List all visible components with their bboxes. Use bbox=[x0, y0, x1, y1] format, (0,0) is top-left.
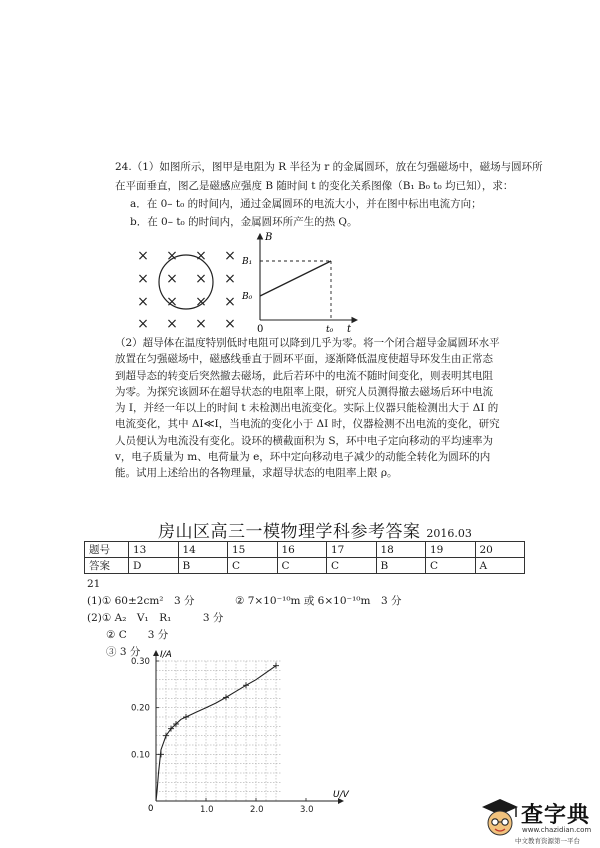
q24-line-2: 在平面垂直，图乙是磁感应强度 B 随时间 t 的变化关系图像（B₁ B₀ t₀ 均已知），求： bbox=[115, 180, 514, 192]
figure-ring-in-field bbox=[130, 240, 240, 330]
row-header-label: 题号 bbox=[85, 542, 129, 558]
b0-label: B₀ bbox=[242, 292, 253, 302]
data-point-marker bbox=[183, 714, 189, 720]
b-axis-label: B bbox=[265, 232, 273, 243]
x-tick-label: 1.0 bbox=[200, 805, 214, 815]
figure-b-t-graph bbox=[235, 228, 365, 338]
answer-table bbox=[84, 541, 525, 574]
table-row-numbers bbox=[85, 542, 525, 558]
question-number: 20 bbox=[475, 542, 525, 558]
field-cross-icon: × bbox=[224, 271, 236, 287]
y-tick-label: 0.20 bbox=[131, 703, 150, 714]
question-number: 14 bbox=[178, 542, 228, 558]
field-cross-icon: × bbox=[166, 248, 178, 264]
i-axis-label: I/A bbox=[160, 650, 172, 660]
question-number: 13 bbox=[129, 542, 179, 558]
q21-line-1a: (1)① 60±2cm² 3 分 bbox=[87, 595, 195, 607]
answer-choice: A bbox=[475, 558, 525, 574]
field-cross-icon: × bbox=[224, 294, 236, 310]
answer-choice: B bbox=[376, 558, 426, 574]
answer-choice: C bbox=[277, 558, 327, 574]
x-tick-label: 3.0 bbox=[300, 805, 314, 815]
q24-part-2: （2）超导体在温度特别低时电阻可以降到几乎为零。将一个闭合超导金属圆环水平放置在匀强磁场中，磁感线垂直于圆环平面，逐渐降低温度使超导环发生由正常态到超导态的转变后突然撤去磁场，此后若环中的电流不随时间变化，则表明其电阻为零。为探究该圆环在超导状态的电阻率上限，研究人员测得撤去磁场后环中电流为 I，并经一年以上的时间 t 未检测出电流变化。实际上仪器只能检测出大于 ΔI 的电流变化，其中 ΔI≪I，当电流的变化小于 ΔI 时，仪器检测不出电流的变化，研究人员便认为电流没有变化。设环的横截面积为 S，环中电子定向移动的平均速率为 v，电子质量为 m、电荷量为 e，环中定向移动电子减少的动能全转化为圆环的内能。试用上述给出的各物理量，求超导状态的电阻率上限 ρ。 bbox=[115, 337, 500, 480]
field-cross-icon: × bbox=[137, 294, 149, 310]
data-point-marker bbox=[223, 694, 229, 700]
t-axis-label: t bbox=[347, 324, 352, 335]
field-cross-icon: × bbox=[195, 294, 207, 310]
q24-sub-a: a．在 0– t₀ 的时间内，通过金属圆环的电流大小，并在图中标出电流方向； bbox=[130, 198, 482, 210]
question-number: 16 bbox=[277, 542, 327, 558]
answer-choice: C bbox=[228, 558, 278, 574]
u-axis-label: U/V bbox=[333, 790, 349, 800]
iu-chart bbox=[118, 645, 350, 817]
y-tick-label: 0.10 bbox=[131, 750, 150, 761]
watermark-title: 查字典 bbox=[521, 803, 591, 828]
origin-label: 0 bbox=[257, 324, 264, 335]
data-point-marker bbox=[243, 682, 249, 688]
b1-label: B₁ bbox=[242, 257, 253, 267]
answer-choice: B bbox=[178, 558, 228, 574]
b-line bbox=[260, 261, 331, 296]
q21-line-3: ② C 3 分 bbox=[106, 629, 169, 641]
field-cross-icon: × bbox=[166, 271, 178, 287]
answer-date: 2016.03 bbox=[426, 527, 472, 540]
question-number: 17 bbox=[327, 542, 377, 558]
field-cross-icon: × bbox=[195, 248, 207, 264]
question-number: 19 bbox=[426, 542, 476, 558]
table-row-answers bbox=[85, 558, 525, 574]
q21-label: 21 bbox=[87, 578, 101, 590]
field-cross-icon: × bbox=[137, 271, 149, 287]
answer-title bbox=[158, 517, 472, 542]
question-number: 18 bbox=[376, 542, 426, 558]
watermark-slogan: 中文教育资源第一平台 bbox=[515, 837, 580, 845]
q24-line-1: 24.（1）如图所示，图甲是电阻为 R 半径为 r 的金属圆环，放在匀强磁场中，磁场与圆环所 bbox=[115, 161, 543, 173]
q21-line-1b: ② 7×10⁻¹⁰m 或 6×10⁻¹⁰m 3 分 bbox=[235, 595, 402, 607]
answer-choice: C bbox=[426, 558, 476, 574]
field-cross-icon: × bbox=[195, 316, 207, 330]
q21-line-4: ③ 3 分 bbox=[106, 646, 141, 658]
data-point-marker bbox=[158, 751, 164, 757]
answer-choice: D bbox=[129, 558, 179, 574]
x-tick-label: 2.0 bbox=[250, 805, 264, 815]
q21-line-2: (2)① A₂ V₁ R₁ 3 分 bbox=[87, 612, 224, 624]
t0-label: t₀ bbox=[326, 325, 334, 335]
answer-choice: C bbox=[327, 558, 377, 574]
field-cross-icon: × bbox=[195, 271, 207, 287]
answer-title-text: 房山区高三一模物理学科参考答案 bbox=[158, 522, 421, 542]
row-answer-label: 答案 bbox=[85, 558, 129, 574]
field-cross-icon: × bbox=[137, 316, 149, 330]
y-tick-label: 0.30 bbox=[131, 657, 150, 667]
watermark-url: www.chazidian.com bbox=[522, 826, 592, 834]
mascot-logo bbox=[478, 795, 522, 839]
chart-origin-label: 0 bbox=[148, 804, 154, 814]
field-cross-icon: × bbox=[166, 316, 178, 330]
field-cross-icon: × bbox=[224, 248, 236, 264]
q24-sub-b: b．在 0– t₀ 的时间内，金属圆环所产生的热 Q。 bbox=[130, 216, 358, 228]
field-cross-icon: × bbox=[137, 248, 149, 264]
field-cross-icon: × bbox=[166, 294, 178, 310]
question-number: 15 bbox=[228, 542, 278, 558]
field-cross-icon: × bbox=[224, 316, 236, 330]
